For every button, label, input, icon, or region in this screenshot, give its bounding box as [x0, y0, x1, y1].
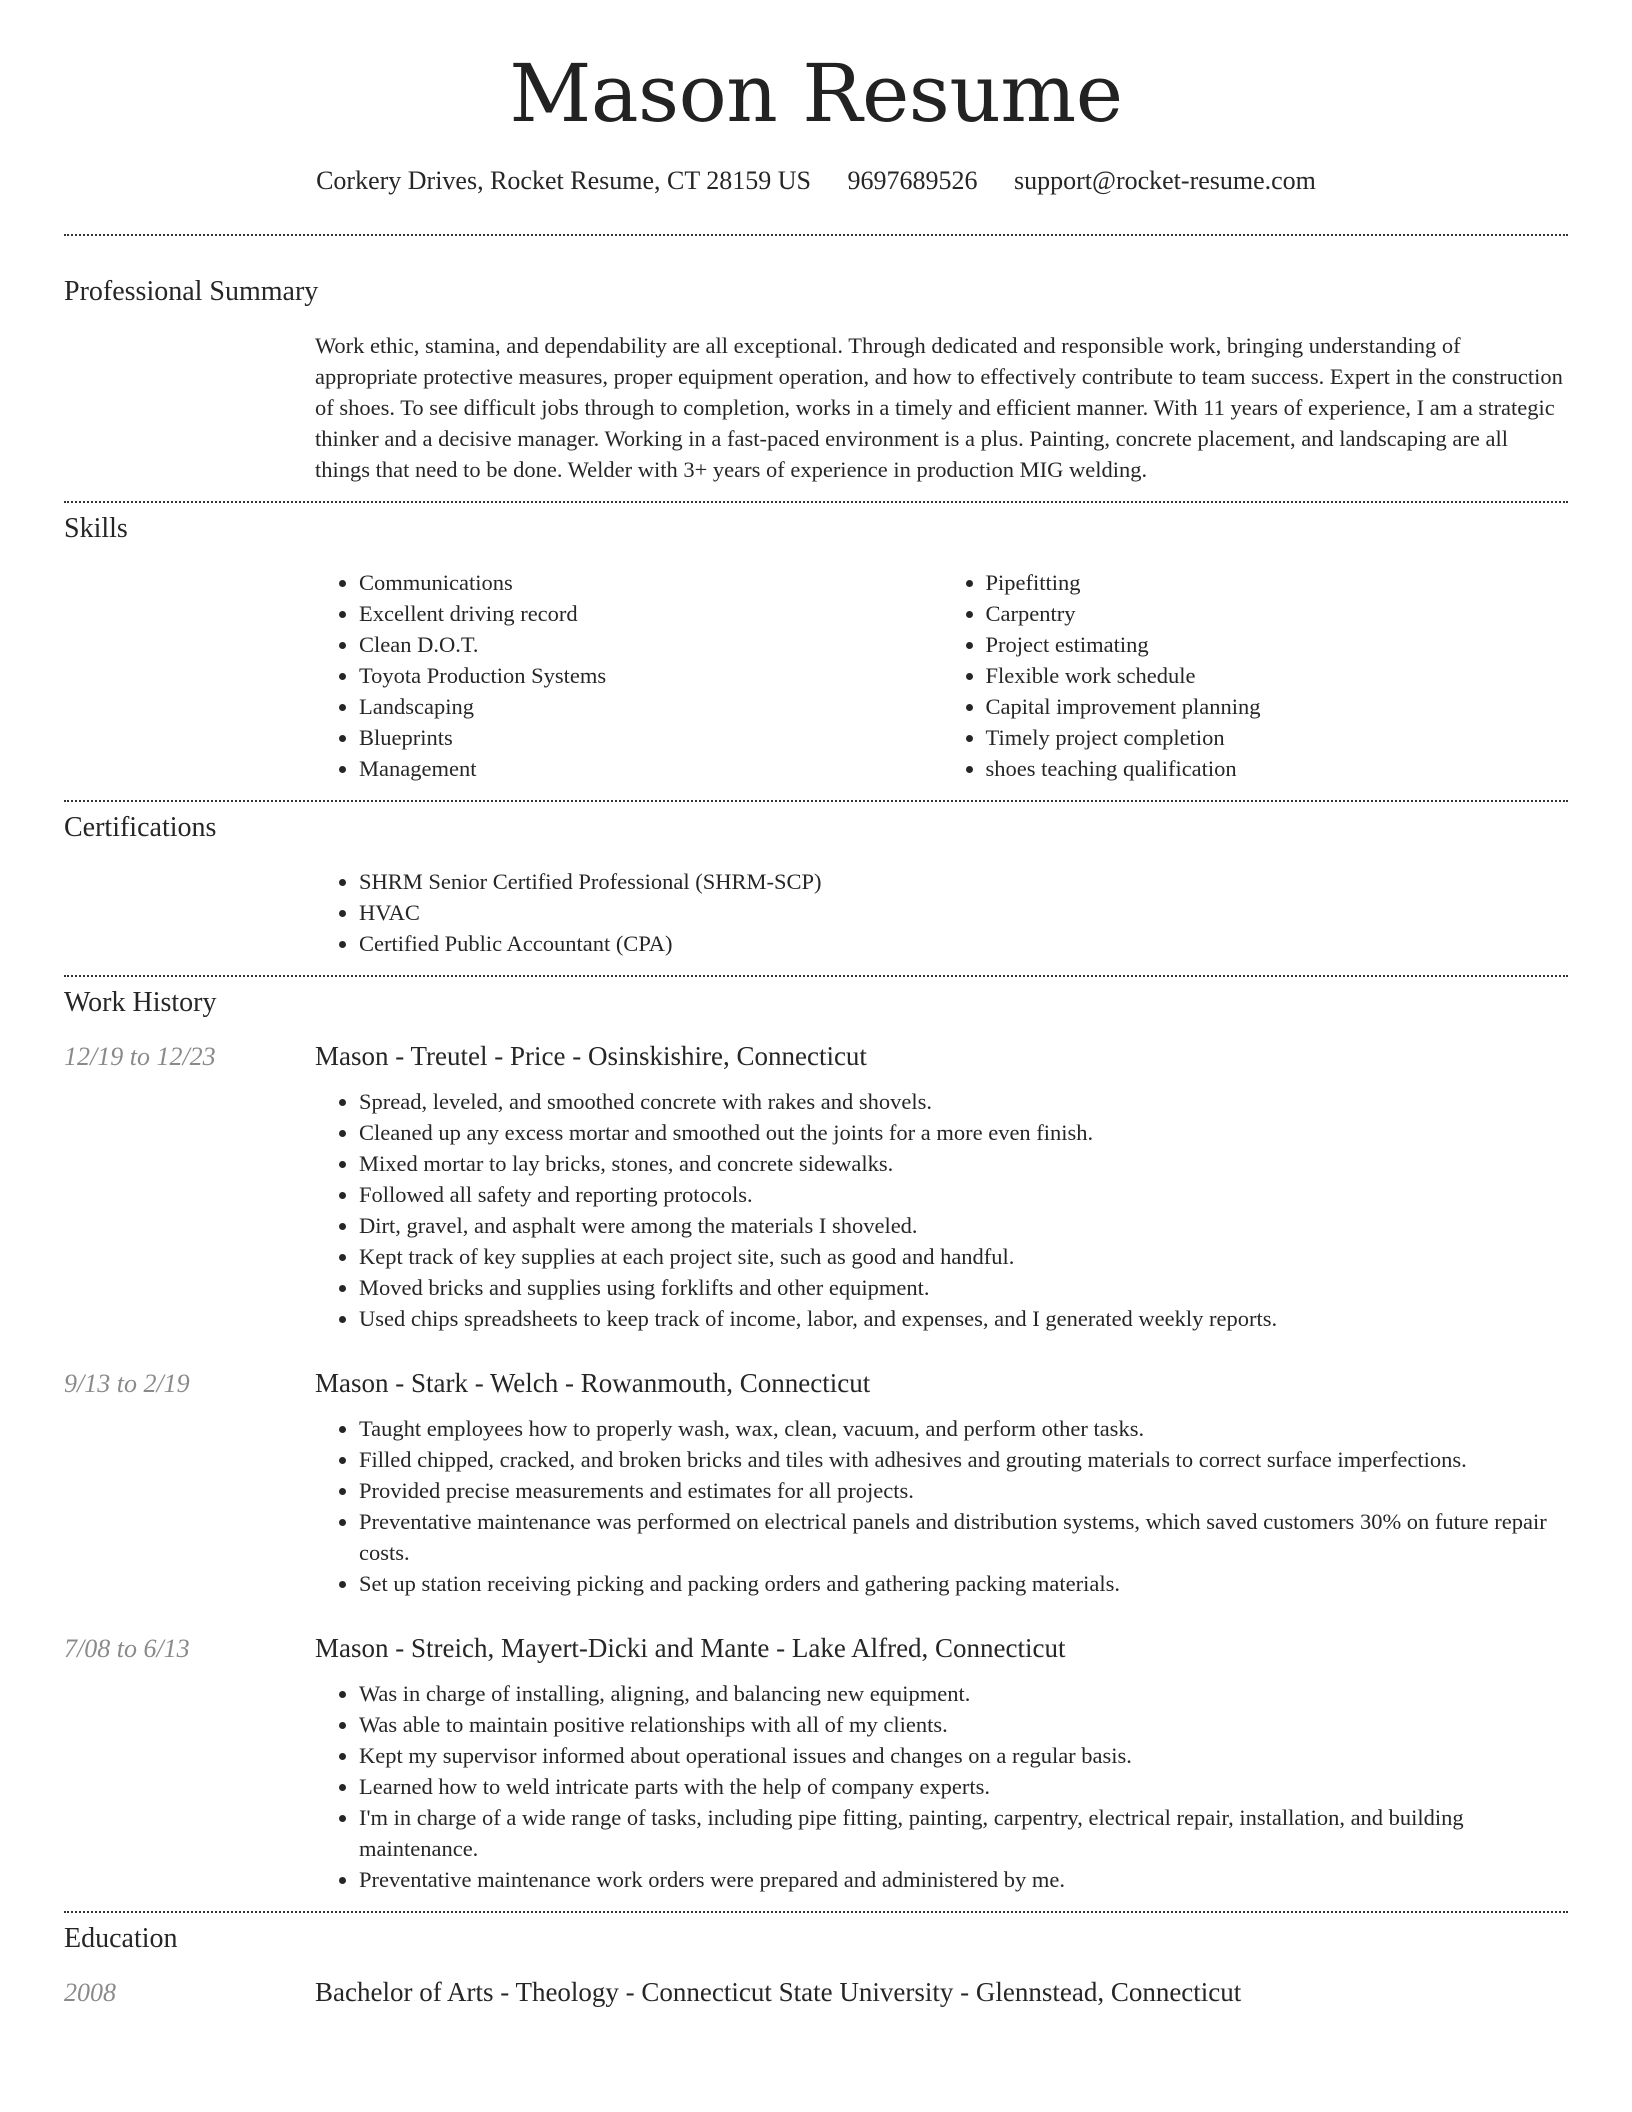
job-dates: 7/08 to 6/13: [64, 1634, 190, 1663]
education-entry: [64, 1977, 1568, 2008]
job-header: [64, 1633, 1568, 1664]
list-item: • Was in charge of installing, aligning, and balancing new equipment.: [359, 1678, 1568, 1709]
resume-name: Mason Resume: [509, 47, 1123, 140]
list-item: • Certified Public Accountant (CPA): [359, 928, 1568, 959]
skills-title: Skills: [64, 513, 128, 544]
education-section: [64, 1911, 1568, 2008]
contact-phone: 9697689526: [847, 166, 978, 195]
list-item: • Spread, leveled, and smoothed concrete with rakes and shovels.: [359, 1086, 1568, 1117]
list-item: • Timely project completion: [986, 722, 1569, 753]
list-item: • Carpentry: [986, 598, 1569, 629]
work-history-title: Work History: [64, 987, 217, 1018]
list-item: • Management: [359, 753, 942, 784]
list-item: • Cleaned up any excess mortar and smoothed out the joints for a more even finish.: [359, 1117, 1568, 1148]
certifications-title: Certifications: [64, 812, 217, 843]
list-item: • Excellent driving record: [359, 598, 942, 629]
list-item: • Filled chipped, cracked, and broken bricks and tiles with adhesives and grouting materials to correct surface imperfections.: [359, 1444, 1568, 1475]
job-entry: [64, 1633, 1568, 1895]
job-entry: [64, 1041, 1568, 1334]
list-item: • Mixed mortar to lay bricks, stones, and concrete sidewalks.: [359, 1148, 1568, 1179]
list-item: • Kept track of key supplies at each project site, such as good and handful.: [359, 1241, 1568, 1272]
list-item: • Preventative maintenance work orders were prepared and administered by me.: [359, 1864, 1568, 1895]
list-item: • Blueprints: [359, 722, 942, 753]
list-item: • shoes teaching qualification: [986, 753, 1569, 784]
summary-text: Work ethic, stamina, and dependability are all exceptional. Through dedicated and responsible work, bringing understanding of appropriate protective measures, proper equipment operation, and how to effectively contribute to team success. Expert in the construction of shoes. To see difficult jobs through to completion, works in a timely and efficient manner. With 11 years of experience, I am a strategic thinker and a decisive manager. Working in a fast-paced environment is a plus. Painting, concrete placement, and landscaping are all things that need to be done. Welder with 3+ years of experience in production MIG welding.: [315, 333, 1563, 482]
list-item: • Used chips spreadsheets to keep track of income, labor, and expenses, and I generated weekly reports.: [359, 1303, 1568, 1334]
job-entry: [64, 1368, 1568, 1599]
skills-section: [64, 501, 1568, 784]
certifications-list: [315, 866, 1568, 959]
job-dates: 9/13 to 2/19: [64, 1369, 190, 1398]
job-duties: [315, 1086, 1568, 1334]
list-item: • Was able to maintain positive relationships with all of my clients.: [359, 1709, 1568, 1740]
job-duties: [315, 1678, 1568, 1895]
list-item: • I'm in charge of a wide range of tasks, including pipe fitting, painting, carpentry, electrical repair, installation, and building maintenance.: [359, 1802, 1568, 1864]
list-item: • Taught employees how to properly wash, wax, clean, vacuum, and perform other tasks.: [359, 1413, 1568, 1444]
job-header: [64, 1041, 1568, 1072]
list-item: • Moved bricks and supplies using forklifts and other equipment.: [359, 1272, 1568, 1303]
skills-list-left: [315, 567, 942, 784]
job-duties: [315, 1413, 1568, 1599]
list-item: • Clean D.O.T.: [359, 629, 942, 660]
job-title: Mason - Treutel - Price - Osinskishire, Connecticut: [315, 1041, 867, 1071]
list-item: • Learned how to weld intricate parts with the help of company experts.: [359, 1771, 1568, 1802]
list-item: • Set up station receiving picking and packing orders and gathering packing materials.: [359, 1568, 1568, 1599]
skills-list-right: [942, 567, 1569, 784]
contact-email: support@rocket-resume.com: [1014, 166, 1316, 195]
summary-title: Professional Summary: [64, 276, 319, 307]
list-item: • Project estimating: [986, 629, 1569, 660]
education-degree: Bachelor of Arts - Theology - Connecticut State University - Glennstead, Connecticut: [315, 1977, 1242, 2007]
summary-section: [64, 234, 1568, 485]
work-history-section: [64, 975, 1568, 1895]
certifications-section: [64, 800, 1568, 959]
education-title: Education: [64, 1923, 178, 1954]
list-item: • Communications: [359, 567, 942, 598]
job-header: [64, 1368, 1568, 1399]
list-item: • Preventative maintenance was performed on electrical panels and distribution systems, which saved customers 30% on future repair costs.: [359, 1506, 1568, 1568]
list-item: • Flexible work schedule: [986, 660, 1569, 691]
contact-line: [0, 166, 1632, 196]
list-item: • Followed all safety and reporting protocols.: [359, 1179, 1568, 1210]
list-item: • HVAC: [359, 897, 1568, 928]
job-title: Mason - Streich, Mayert-Dicki and Mante - Lake Alfred, Connecticut: [315, 1633, 1066, 1663]
contact-address: Corkery Drives, Rocket Resume, CT 28159 US: [316, 166, 811, 195]
list-item: • Dirt, gravel, and asphalt were among the materials I shoveled.: [359, 1210, 1568, 1241]
job-dates: 12/19 to 12/23: [64, 1042, 216, 1071]
list-item: • Kept my supervisor informed about operational issues and changes on a regular basis.: [359, 1740, 1568, 1771]
job-title: Mason - Stark - Welch - Rowanmouth, Connecticut: [315, 1368, 871, 1398]
list-item: • SHRM Senior Certified Professional (SHRM-SCP): [359, 866, 1568, 897]
list-item: • Provided precise measurements and estimates for all projects.: [359, 1475, 1568, 1506]
certifications-list-wrap: [315, 866, 1568, 959]
list-item: • Landscaping: [359, 691, 942, 722]
list-item: • Toyota Production Systems: [359, 660, 942, 691]
list-item: • Capital improvement planning: [986, 691, 1569, 722]
education-year: 2008: [64, 1978, 116, 2007]
list-item: • Pipefitting: [986, 567, 1569, 598]
skills-grid: [315, 567, 1568, 784]
